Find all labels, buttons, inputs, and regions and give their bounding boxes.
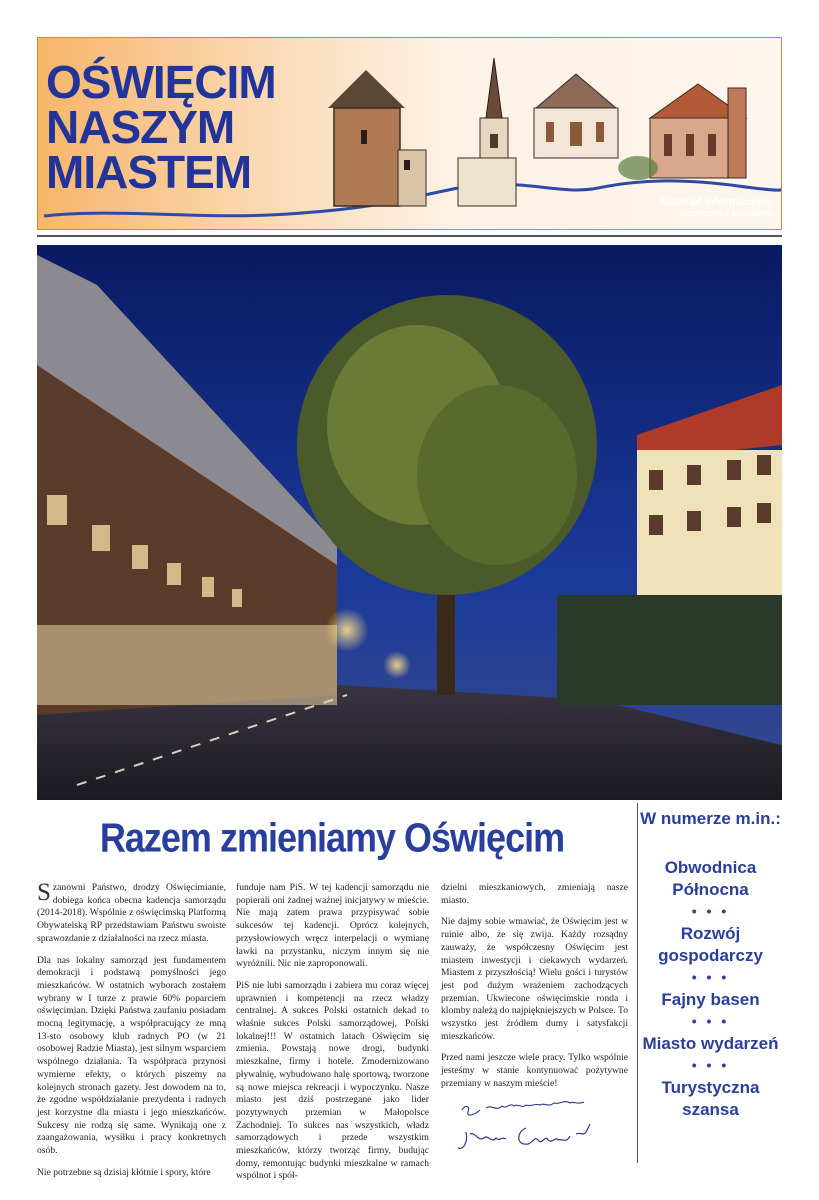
drop-cap: S	[37, 879, 51, 906]
article-column-2	[236, 882, 429, 1192]
article-column-1	[37, 879, 226, 1188]
article-paragraph: Dla nas lokalny samorząd jest fundamentem demokracji i podstawą pomyślności jego mieszkańców. W ostatnich wyborach zostałem wybrany w I turze z prawie 60% poparciem oświęcimian. Dzięki Państwa zaufaniu posiadam mocną legitymację, a współpracujący ze mną 13-sto osobowy klub radnych PO (w 21 osobowej Radzie Miasta), jest silnym wsparciem wspólnego działania. Ta współpraca przynosi wymierne efekty, o których piszemy na kolejnych stronach gazety. Jest dowodem na to, że zgodne współdziałanie prezydenta i radnych jest korzystne dla miasta i jego mieszkańców. Sukcesy nie rodzą się same. Wynikają one z zaangażowania, wysiłku i pracy konkretnych osób.	[37, 954, 226, 1157]
sidebar-separator: • • •	[691, 1057, 730, 1073]
article-paragraph: Nie dajmy sobie wmawiać, że Oświęcim jest w ruinie albo, że się zwija. Każdy rozsądny zauważy, że współczesny Oświęcim jest miastem inwestycji i ciekawych wydarzeń. Miastem z przyszłością! Wielu gości i turystów jest pod dużym wrażeniem zachodzących przemian. Ukwiecone oświęcimskie ronda i klomby należą do najpiękniejszych w Polsce. To wszystko jest źródłem dumy i satysfakcji mieszkańców.	[441, 916, 628, 1042]
masthead-subtitle-block	[660, 196, 773, 218]
sidebar-title: W numerze m.in.:	[640, 809, 781, 828]
masthead-note: egzemplarz bezpłatny	[679, 208, 773, 218]
church-spire-icon	[458, 58, 516, 206]
castle-tower-icon	[328, 70, 426, 206]
masthead-divider	[37, 235, 782, 237]
article-paragraph: funduje nam PiS. W tej kadencji samorządu nie popierali oni żadnej ważnej inicjatywy w mieście. Nie mają zatem prawa przypisywać sobie sukcesów tej kadencji. Oprócz kolejnych, przysłowiowych wręcz interpelacji o wymianę ławki na przystanku, niczym innym się nie wyróżnili. Nic nie zaproponowali.	[236, 882, 429, 970]
masthead-title-line-1: OŚWIĘCIM	[46, 56, 276, 108]
sidebar-item: Miasto wydarzeń	[642, 1034, 779, 1053]
masthead-title-line-2: NASZYM	[46, 101, 235, 153]
sidebar-item: Rozwój gospodarczy	[658, 924, 763, 965]
article-paragraph: Nie potrzebne są dzisiaj kłótnie i spory, które	[37, 1166, 211, 1178]
article-column-3	[441, 882, 628, 1100]
masthead-title-line-3: MIASTEM	[46, 146, 252, 198]
street-lamp-glow	[325, 608, 369, 652]
article-paragraph: PiS nie lubi samorządu i zabiera mu coraz więcej uprawnień i kompetencji na rzecz władzy centralnej. A sukces Polski ostatnich dekad to właśnie sukces Polski samorządowej, Polski lokalnej!!! W ostatnich latach Oświęcim się zmienia. Powstają nowe drogi, budynki mieszkalne, firmy i hotele. Zmodernizowano pływalnię, wybudowano halę sportową, tworzone są nowe miejsca rekreacji i wypoczynku. Nasze miasto jest dziś postrzegane jako lider pozytywnych przemian w Małopolsce Zachodniej. To sukces nas wszystkich, władz samorządowych i przede wszystkim mieszkańców, którzy tworząc firmy, budując domy, remontując budynki mieszkalne w ramach wspólnot i spół-	[236, 979, 429, 1182]
article-headline: Razem zmieniamy Oświęcim	[99, 814, 565, 861]
sidebar-separator: • • •	[691, 1013, 730, 1029]
article-paragraph	[37, 879, 226, 946]
sidebar-item: Obwodnica Północna	[664, 858, 757, 899]
handwritten-signature	[456, 1098, 616, 1160]
sidebar-item: Fajny basen	[661, 990, 760, 1009]
paragraph-text: zanowni Państwo, drodzy Oświęcimianie, dobiega końca obecna kadencja samorządu (2014-2018). Wspólnie z oświęcimską Platformą Obywatelską RP przedstawiam Państwu swoiste sprawozdanie z działalności na rzecz miasta.	[37, 882, 226, 944]
hero-photo	[37, 245, 782, 800]
sidebar-divider	[637, 803, 638, 1163]
in-this-issue-sidebar	[639, 805, 782, 1121]
night-street-scene	[37, 245, 782, 800]
gothic-church-icon	[618, 84, 746, 180]
sidebar-separator: • • •	[691, 903, 730, 919]
sidebar-separator: • • •	[691, 969, 730, 985]
sidebar-item: Turystyczna szansa	[661, 1078, 760, 1119]
masthead-subtitle: Materiał informacyjny	[659, 196, 773, 208]
masthead	[37, 37, 782, 230]
historic-building-icon	[534, 74, 618, 158]
article-paragraph: dzielni mieszkaniowych, zmieniają nasze miasto.	[441, 882, 628, 906]
article-paragraph: Przed nami jeszcze wiele pracy. Tylko wspólnie jesteśmy w stanie kontynuować pozytywne przemiany w naszym mieście!	[441, 1052, 628, 1089]
